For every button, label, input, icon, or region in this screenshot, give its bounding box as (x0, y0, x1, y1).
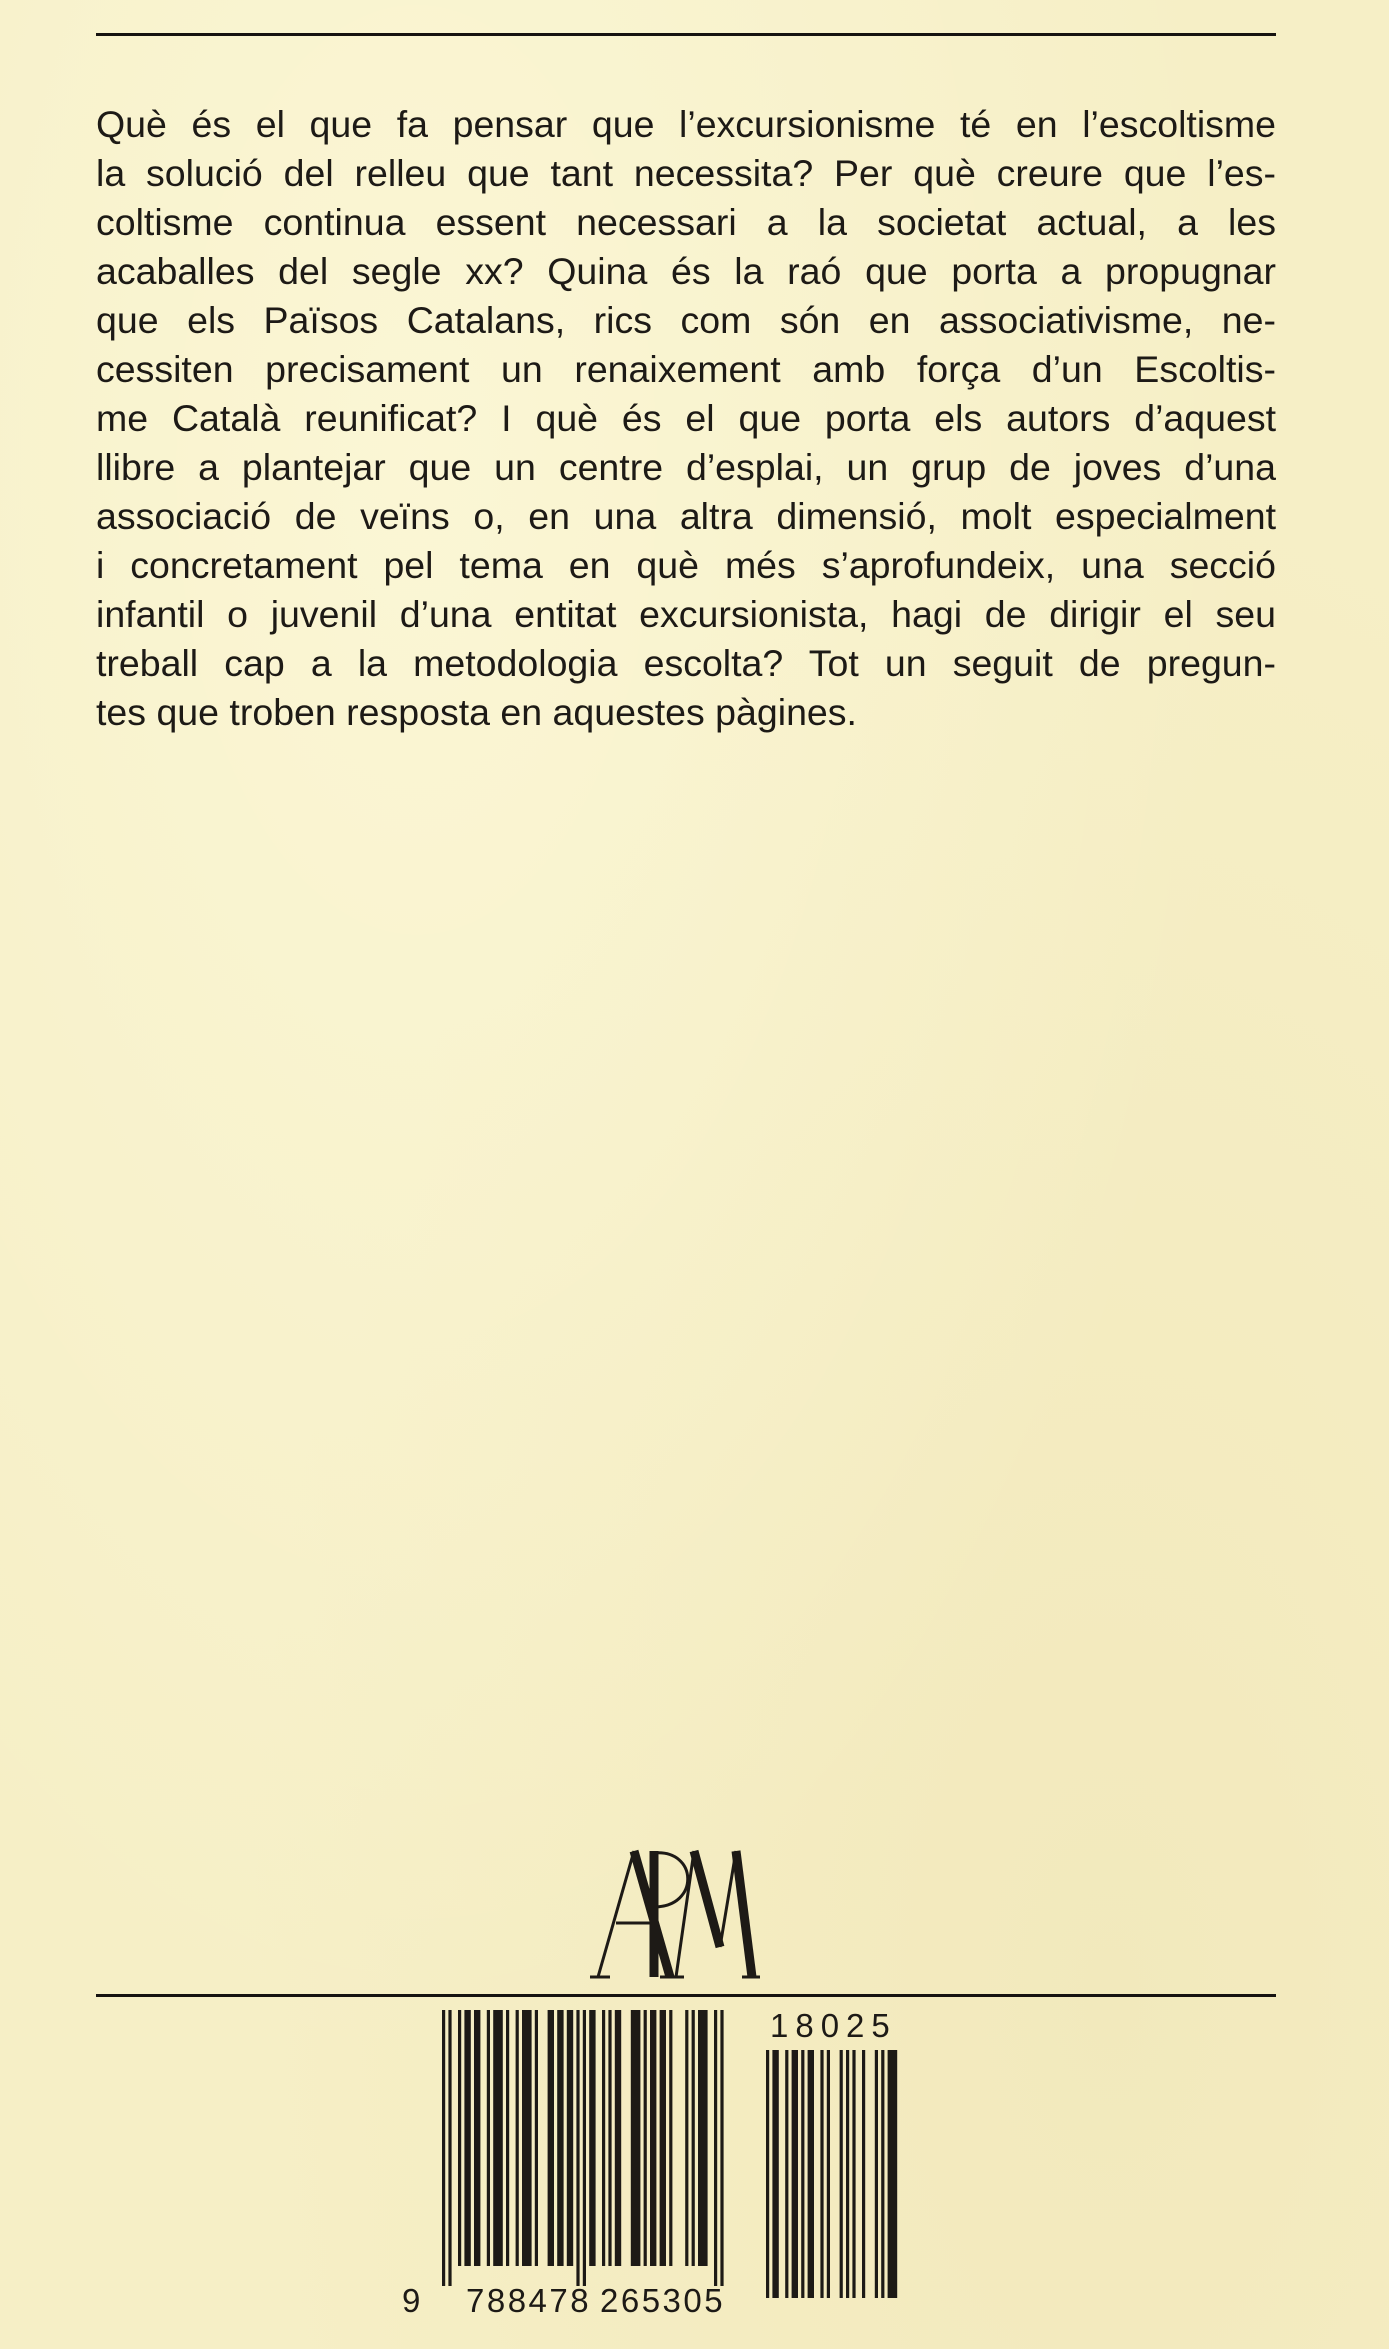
barcode-bar (548, 2010, 554, 2266)
barcode-bar (875, 2050, 878, 2298)
top-rule (96, 33, 1276, 36)
barcode-bar (881, 2050, 884, 2298)
blurb-line: que els Països Catalans, rics com són en associativisme, ne- (96, 299, 1276, 341)
barcode-bar (698, 2010, 708, 2266)
barcode-bar (820, 2050, 823, 2298)
barcode-bar (506, 2010, 509, 2266)
blurb-line: llibre a plantejar que un centre d’esplai, un grup de joves d’una (96, 446, 1276, 488)
publisher-logo (590, 1837, 760, 1985)
barcode-bar (615, 2010, 621, 2266)
isbn-digits (398, 2282, 738, 2319)
barcode-bar (650, 2010, 656, 2266)
barcode-bar (785, 2050, 788, 2298)
barcode-bar (535, 2010, 538, 2266)
barcode-bar (567, 2010, 573, 2266)
barcode-bar (801, 2050, 804, 2298)
barcode-bar (557, 2010, 563, 2266)
barcode-bar (840, 2050, 843, 2298)
barcode-bar (516, 2010, 519, 2266)
barcode-bar (772, 2050, 778, 2298)
barcode-bar (692, 2010, 695, 2266)
barcode-bar (583, 2010, 586, 2286)
blurb-line: cessiten precisament un renaixement amb força d’un Escoltis- (96, 348, 1276, 390)
barcode-bar (487, 2010, 490, 2266)
isbn-left-group: 788478 (466, 2282, 592, 2319)
barcode-bar (458, 2010, 461, 2266)
barcode-bar (448, 2010, 451, 2286)
barcode-bar (644, 2010, 647, 2266)
barcode-bar (852, 2050, 855, 2298)
ean-barcode (442, 2010, 744, 2290)
barcode-bar (464, 2010, 470, 2266)
barcode-bar (714, 2010, 717, 2286)
barcode-bar (685, 2010, 688, 2266)
barcode-addon-digits: 18025 (770, 2007, 897, 2044)
blurb-line: tes que troben resposta en aquestes pàgines. (96, 691, 857, 733)
barcode-bar (846, 2050, 849, 2298)
blurb-line: me Català reunificat? I què és el que porta els autors d’aquest (96, 397, 1276, 439)
barcode-bar (522, 2010, 532, 2266)
barcode-bar (660, 2010, 666, 2266)
blurb-line: treball cap a la metodologia escolta? Tot un seguit de pregun- (96, 642, 1276, 684)
barcode-bar (608, 2010, 611, 2266)
bottom-rule (96, 1994, 1276, 1997)
barcode-bar (631, 2010, 641, 2266)
barcode-bar (720, 2010, 723, 2286)
addon-barcode (766, 2050, 902, 2298)
barcode-bar (493, 2010, 503, 2266)
barcode-bar (576, 2010, 579, 2286)
barcode (398, 2007, 938, 2320)
back-cover-blurb (96, 100, 1276, 737)
barcode-bar (808, 2050, 814, 2298)
barcode-bar (602, 2010, 605, 2266)
isbn-prefix: 9 (402, 2282, 421, 2319)
barcode-bar (589, 2010, 595, 2266)
blurb-line: associació de veïns o, en una altra dimensió, molt especialment (96, 495, 1276, 537)
barcode-bar (827, 2050, 830, 2298)
barcode-bar (792, 2050, 798, 2298)
isbn-right-group: 265305 (600, 2282, 726, 2319)
barcode-bar (888, 2050, 898, 2298)
blurb-line: acaballes del segle xx? Quina és la raó que porta a propugnar (96, 250, 1276, 292)
barcode-bar (766, 2050, 769, 2298)
barcode-bar (669, 2010, 672, 2266)
blurb-line: Què és el que fa pensar que l’excursionisme té en l’escoltisme (96, 103, 1276, 145)
barcode-bar (442, 2010, 445, 2286)
blurb-line: infantil o juvenil d’una entitat excursionista, hagi de dirigir el seu (96, 593, 1276, 635)
blurb-line: i concretament pel tema en què més s’aprofundeix, una secció (96, 544, 1276, 586)
barcode-bar (474, 2010, 480, 2266)
barcode-bar (862, 2050, 865, 2298)
blurb-line: la solució del relleu que tant necessita? Per què creure que l’es- (96, 152, 1276, 194)
blurb-line: coltisme continua essent necessari a la societat actual, a les (96, 201, 1276, 243)
